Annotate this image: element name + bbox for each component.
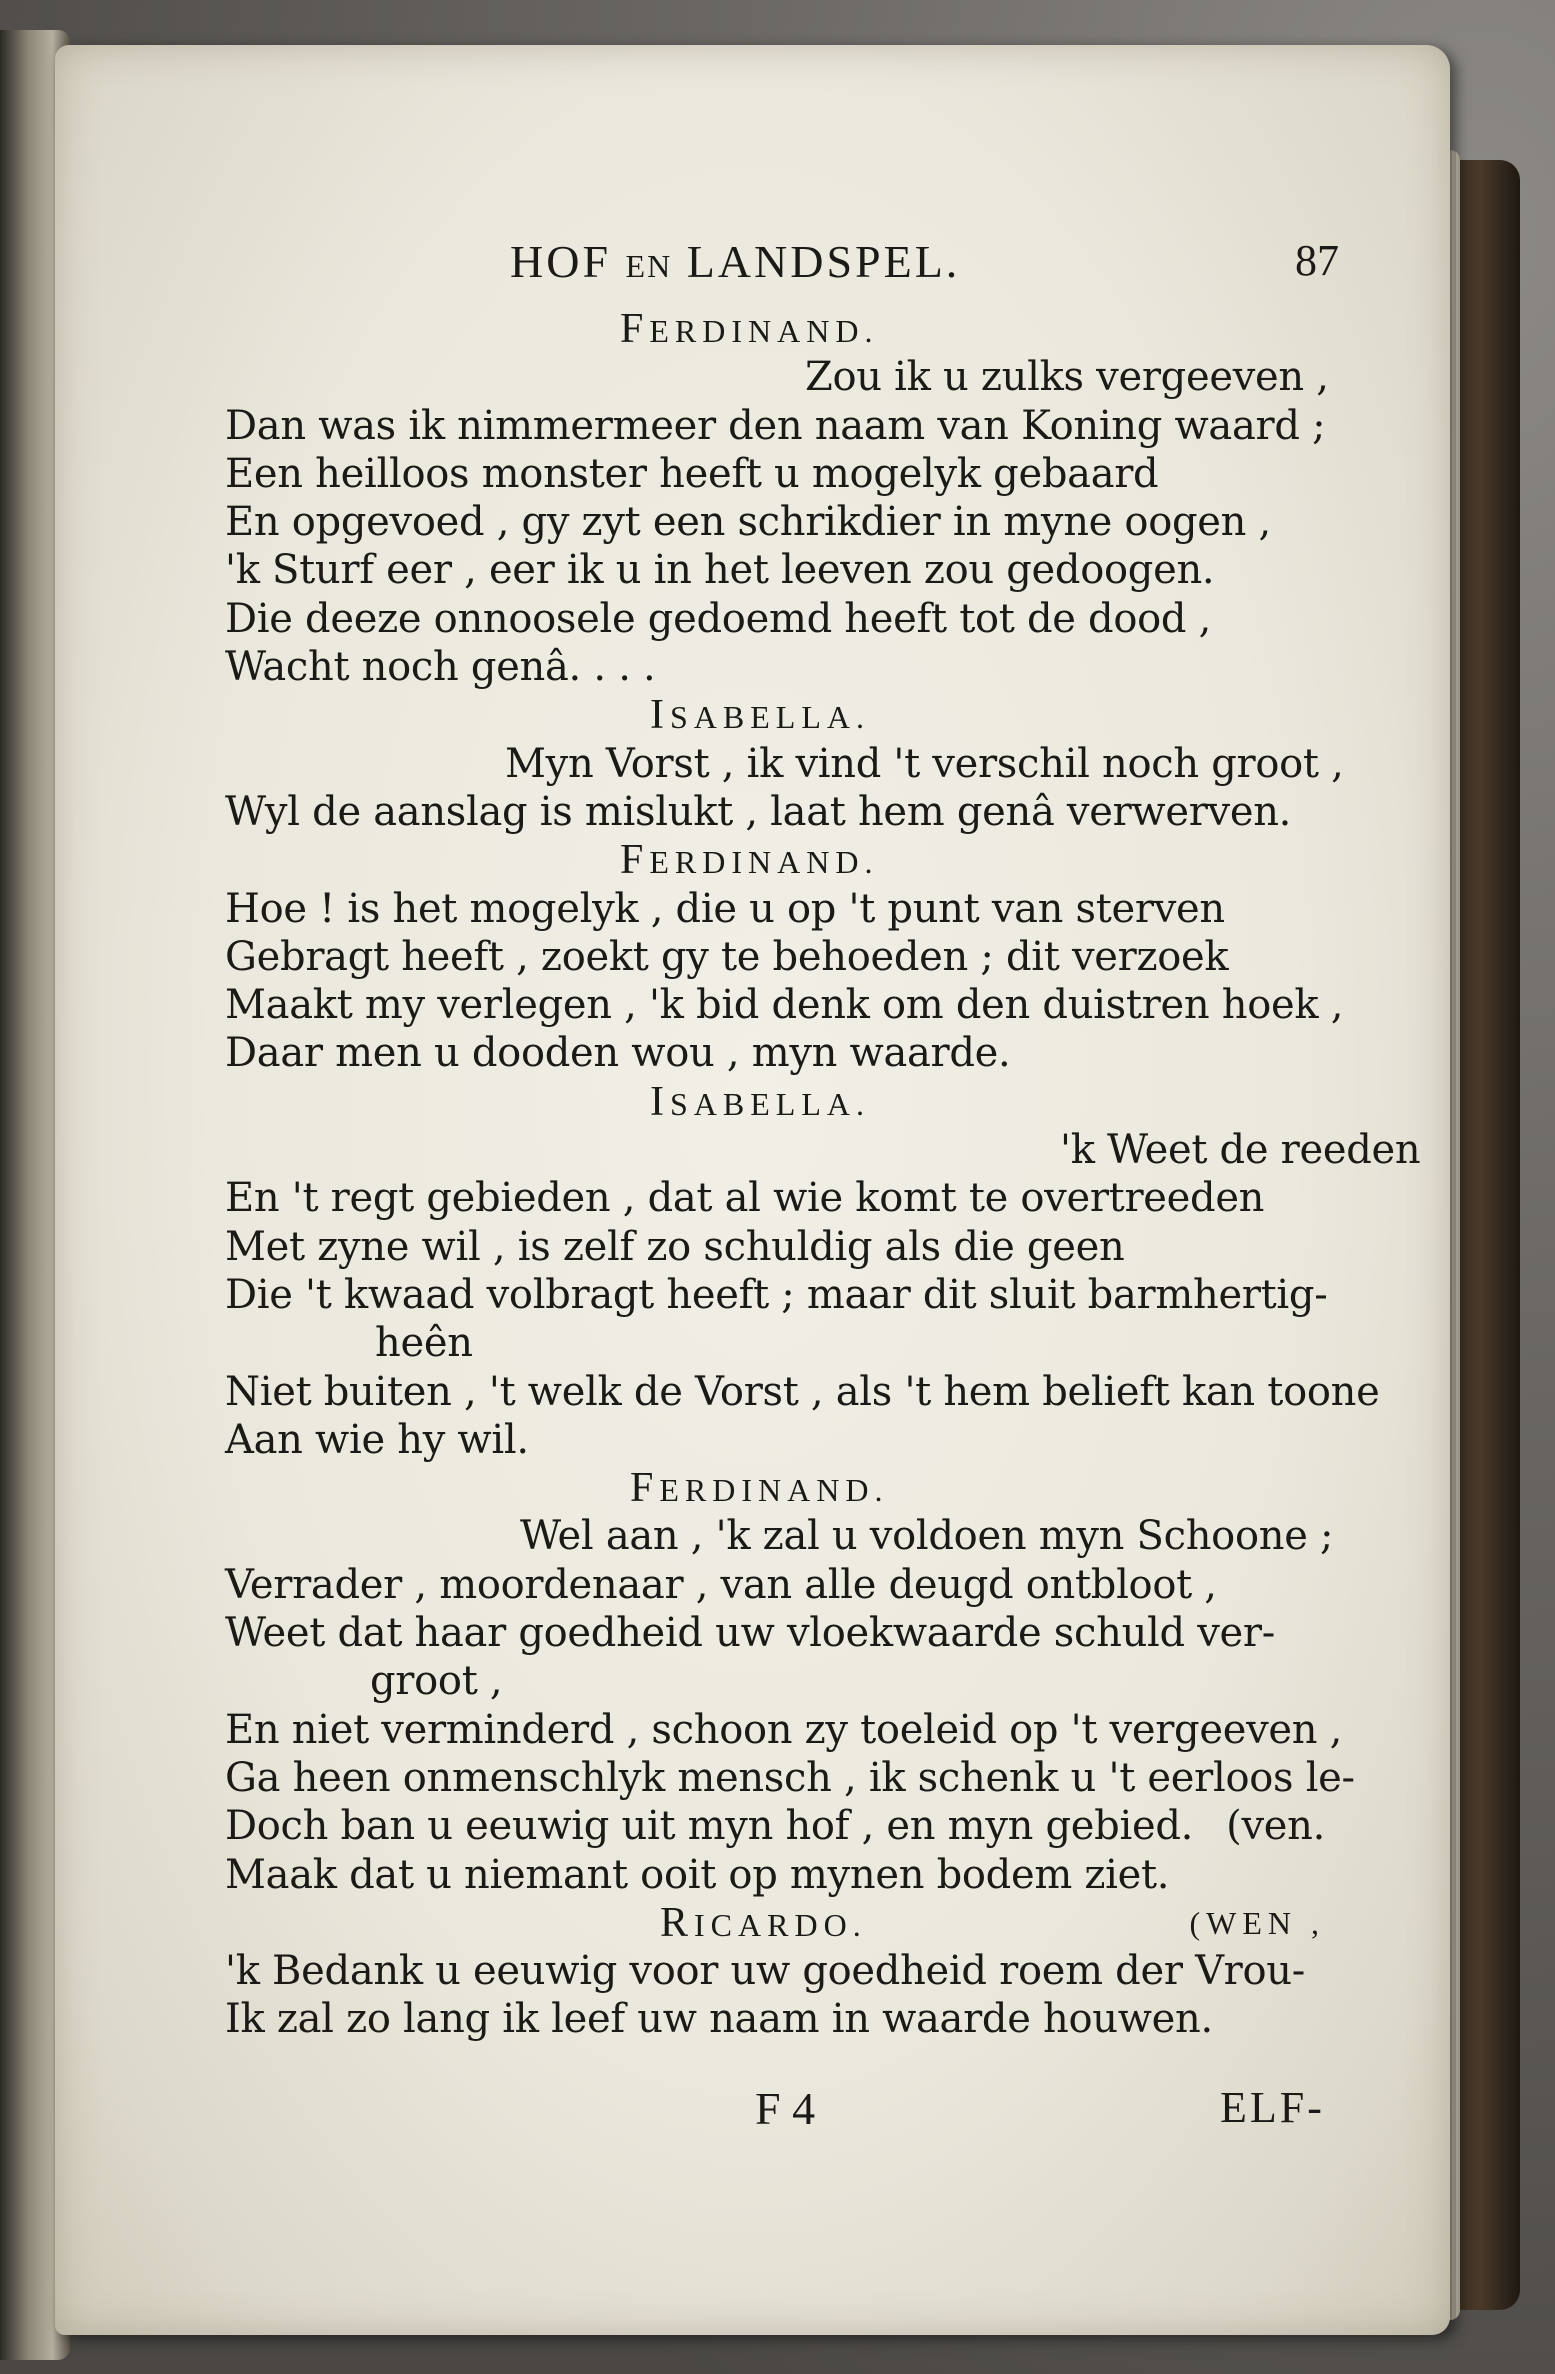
speaker-name [225, 691, 1365, 739]
verse-line [225, 1947, 1365, 1995]
running-title-word: HOF [510, 236, 612, 287]
verse-line [225, 1368, 1380, 1416]
verse-text: En opgevoed , gy zyt een schrikdier in myne oogen , [225, 499, 1271, 546]
turnover-fragment: (ven. [1226, 1803, 1325, 1850]
verse-text: Zou ik u zulks vergeeven , [805, 354, 1329, 401]
verse-line [225, 1029, 1365, 1077]
verse-line [225, 1706, 1365, 1754]
verse-line [225, 643, 1365, 691]
turnover-fragment: (WEN , [1189, 1904, 1325, 1941]
verse-text: Weet dat haar goedheid uw vloekwaarde schuld ver- [225, 1610, 1275, 1657]
verse-line [225, 1416, 1365, 1464]
speaker-name [225, 305, 1365, 353]
verse-text: Wyl de aanslag is mislukt , laat hem genâ verwerven. [225, 788, 1292, 835]
speaker-rest: ERDINAND. [649, 313, 879, 349]
page-number: 87 [1295, 236, 1339, 285]
signature-mark: F 4 [755, 2082, 816, 2134]
verse-text: Myn Vorst , ik vind 't verschil noch groot , [505, 740, 1344, 787]
verse-line [225, 498, 1365, 546]
verse-text: 'k Bedank u eeuwig voor uw goedheid roem der Vrou- [225, 1948, 1305, 1995]
running-head [225, 235, 1365, 305]
verse-text: En niet verminderd , schoon zy toeleid op 't vergeeven , [225, 1706, 1343, 1753]
speaker-initial: I [650, 692, 670, 739]
running-title-word: EN [625, 248, 673, 284]
speaker-initial: F [620, 837, 650, 884]
verse-line [225, 546, 1365, 594]
speaker-name [225, 1464, 1365, 1512]
verse-line [225, 1995, 1365, 2043]
verse-text: Doch ban u eeuwig uit myn hof , en myn gebied. [225, 1803, 1194, 1850]
verse-text: Met zyne wil , is zelf zo schuldig als die geen [225, 1223, 1125, 1270]
speaker-rest: ICARDO. [694, 1906, 867, 1943]
verse-text: En 't regt gebieden , dat al wie komt te overtreeden [225, 1175, 1265, 1222]
running-title-word: LANDSPEL. [686, 236, 961, 287]
verse-line [225, 1319, 1365, 1367]
verse-text: Wacht noch genâ. . . . [225, 644, 656, 691]
verse-text: Een heilloos monster heeft u mogelyk gebaard [225, 450, 1159, 497]
verse-line [225, 402, 1365, 450]
catchword: ELF- [1220, 2082, 1325, 2132]
speaker-rest: SABELLA. [670, 699, 870, 736]
verse-text: groot , [370, 1658, 503, 1705]
verse-line [225, 353, 1365, 401]
verse-line [225, 1609, 1365, 1657]
verse-text: heên [375, 1320, 473, 1367]
speaker-rest: SABELLA. [670, 1085, 870, 1122]
verse-text: Daar men u dooden wou , myn waarde. [225, 1030, 1011, 1077]
verse-text: Verrader , moordenaar , van alle deugd ontbloot , [225, 1561, 1217, 1608]
verse-text: Ik zal zo lang ik leef uw naam in waarde houwen. [225, 1996, 1213, 2043]
verse-line [225, 1126, 1421, 1174]
verse-lines [225, 305, 1421, 2044]
running-title [510, 235, 960, 288]
speaker-name [225, 1078, 1365, 1126]
page-footer [225, 2082, 1365, 2142]
verse-line [225, 1512, 1365, 1560]
book-page [55, 45, 1450, 2335]
verse-line [225, 1223, 1365, 1271]
verse-line [225, 1174, 1365, 1222]
verse-line [225, 1754, 1365, 1802]
speaker-name [225, 836, 1365, 884]
verse-text: Niet buiten , 't welk de Vorst , als 't hem belieft kan toone [225, 1368, 1380, 1415]
verse-text: 'k Sturf eer , eer ik u in het leeven zou gedoogen. [225, 547, 1215, 594]
speaker-initial: R [660, 1899, 695, 1946]
speaker-initial: I [650, 1078, 670, 1125]
verse-text: Maak dat u niemant ooit op mynen bodem ziet. [225, 1851, 1170, 1898]
verse-text: Dan was ik nimmermeer den naam van Koning waard ; [225, 402, 1326, 449]
verse-line [225, 933, 1365, 981]
verse-line [225, 595, 1365, 643]
verse-text: Hoe ! is het mogelyk , die u op 't punt van sterven [225, 885, 1225, 932]
verse-text: Die 't kwaad volbragt heeft ; maar dit sluit barmhertig- [225, 1271, 1328, 1318]
verse-line [225, 740, 1365, 788]
verse-line [225, 450, 1365, 498]
text-block [225, 235, 1421, 2142]
verse-text: Maakt my verlegen , 'k bid denk om den duistren hoek , [225, 982, 1344, 1029]
verse-text: Die deeze onnoosele gedoemd heeft tot de dood , [225, 595, 1212, 642]
verse-line [225, 788, 1365, 836]
verse-text: Aan wie hy wil. [225, 1416, 529, 1463]
speaker-initial: F [630, 1465, 660, 1512]
verse-line [225, 981, 1365, 1029]
verse-text: Ga heen onmenschlyk mensch , ik schenk u 't eerloos le- [225, 1754, 1355, 1801]
verse-line [225, 1271, 1365, 1319]
verse-line [225, 1851, 1365, 1899]
speaker-rest: ERDINAND. [659, 1472, 889, 1509]
verse-text: Wel aan , 'k zal u voldoen myn Schoone ; [520, 1513, 1334, 1560]
verse-line [225, 1561, 1365, 1609]
verse-line [225, 1802, 1365, 1850]
verse-text: 'k Weet de reeden [1060, 1127, 1421, 1174]
verse-line [225, 885, 1365, 933]
speaker-name [225, 1899, 1365, 1947]
verse-text: Gebragt heeft , zoekt gy te behoeden ; dit verzoek [225, 933, 1229, 980]
speaker-rest: ERDINAND. [649, 844, 879, 881]
verse-line [225, 1657, 1365, 1705]
speaker-initial: F [620, 306, 650, 352]
